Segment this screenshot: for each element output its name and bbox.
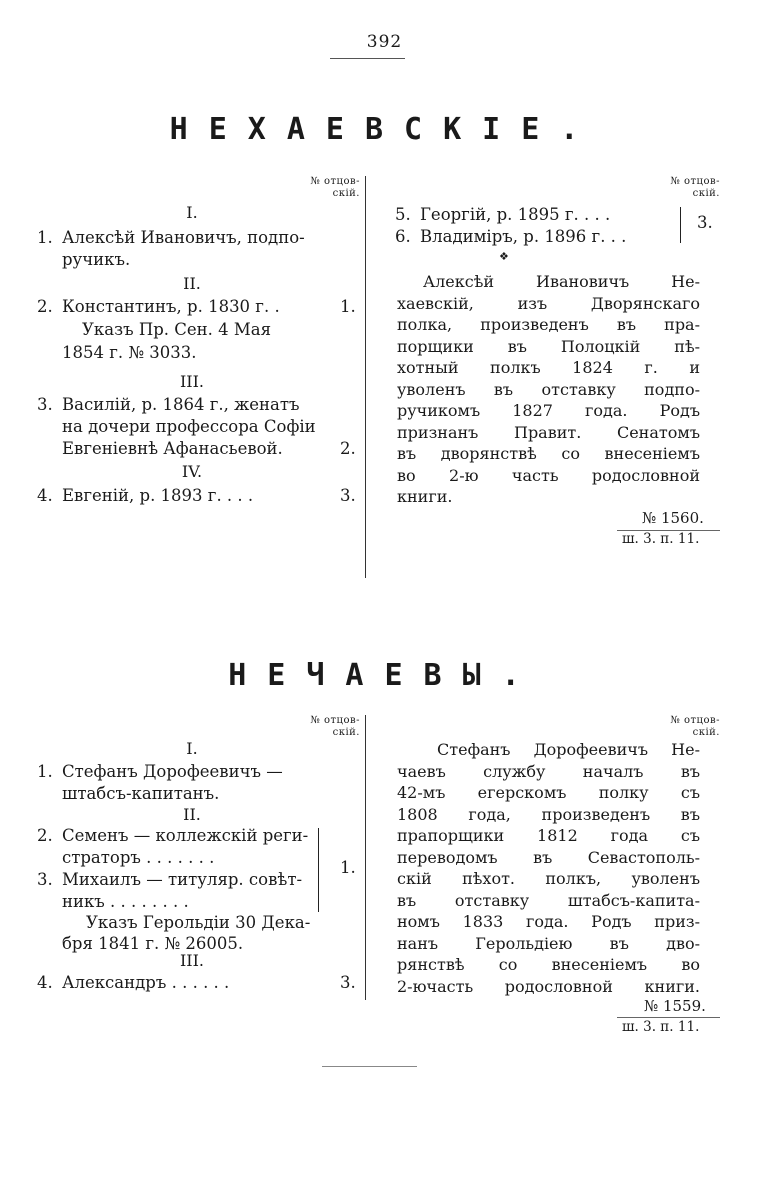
s2-entry-4-number: 4.: [37, 973, 53, 992]
s1-entry-6-line1: Владиміръ, р. 1896 г. . .: [420, 227, 627, 246]
s2-entry-3-line2: никъ . . . . . . . .: [62, 892, 189, 911]
section2-column-divider: [365, 715, 366, 1000]
bio-line: уволенъ въ отставку подпо-: [397, 379, 700, 399]
s2-record-rule: [617, 1017, 720, 1018]
s1-entry-3-line3: Евгеніевнѣ Афанасьевой.: [62, 439, 283, 458]
s1-entry-3-number: 3.: [37, 395, 53, 414]
s1-entry-2-father-no: 1.: [340, 297, 356, 316]
s1-generation-3: III.: [179, 372, 205, 391]
s1-entry-2-line1: Константинъ, р. 1830 г. .: [62, 297, 280, 316]
bio-line: 42-мъ егерскомъ полку съ: [397, 783, 700, 802]
s1-entry-5-number: 5.: [395, 205, 411, 224]
s1-entry-3-father-no: 2.: [340, 439, 356, 458]
section1-column-divider: [365, 176, 366, 578]
s2-entries-2-3-brace: [310, 828, 319, 912]
s1-entry-1-number: 1.: [37, 228, 53, 247]
s1-entry-4-line1: Евгеній, р. 1893 г. . . .: [62, 486, 254, 505]
col-header-line1: № отцов-: [670, 176, 720, 187]
s1-entry-3-line1: Василій, р. 1864 г., женатъ: [62, 395, 300, 414]
bio-line: переводомъ въ Севастополь-: [397, 847, 700, 867]
section2-left-col-header: [290, 715, 360, 739]
s2-entry-2-line1: Семенъ — коллежскій реги-: [62, 826, 309, 845]
s2-generation-2: II.: [183, 805, 201, 824]
s1-record-number: № 1560.: [642, 509, 704, 527]
s2-entry-2-number: 2.: [37, 826, 53, 845]
s1-entry-6-number: 6.: [395, 227, 411, 246]
s1-generation-2: II.: [183, 274, 201, 293]
s1-entry-4-number: 4.: [37, 486, 53, 505]
bio-line: порщики въ Полоцкій пѣ-: [397, 336, 700, 356]
s2-entries-2-3-father-no: 1.: [340, 858, 356, 877]
col-header-line2: скій.: [332, 727, 360, 738]
s2-entry-4-father-no: 3.: [340, 973, 356, 992]
bio-line: полка, произведенъ въ пра-: [397, 315, 700, 334]
col-header-line2: скій.: [692, 727, 720, 738]
section2-title: НЕЧАЕВЫ.: [228, 658, 541, 693]
col-header-line1: № отцов-: [310, 176, 360, 187]
s1-generation-4: IV.: [181, 462, 203, 481]
s1-entry-2-number: 2.: [37, 297, 53, 316]
bio-line: Стефанъ Дорофеевичъ Не-: [437, 740, 700, 759]
col-header-line2: скій.: [332, 188, 360, 199]
bio-line: въ дворянствѣ со внесеніемъ: [397, 444, 700, 463]
s2-decree-line2: бря 1841 г. № 26005.: [62, 934, 244, 953]
s1-generation-1: I.: [186, 203, 198, 222]
s1-entry-1-line2: ручикъ.: [62, 250, 131, 269]
s2-record-number: № 1559.: [644, 997, 706, 1015]
s1-biography: [397, 271, 700, 508]
s2-entry-1-number: 1.: [37, 762, 53, 781]
s2-entry-3-line1: Михаилъ — титуляр. совѣт-: [62, 870, 303, 889]
bio-line: въ отставку штабсъ-капита-: [397, 890, 700, 910]
s2-biography: [397, 739, 700, 997]
s2-entry-2-line2: страторъ . . . . . . .: [62, 848, 215, 867]
bio-line: признанъ Правит. Сенатомъ: [397, 422, 700, 442]
bio-line: 1808 года, произведенъ въ: [397, 804, 700, 824]
page-number-rule: [330, 58, 405, 59]
section2-right-col-header: [650, 715, 720, 739]
bio-line: ручикомъ 1827 года. Родъ: [397, 401, 700, 420]
ornament-icon: ❖: [499, 250, 509, 263]
s2-record-location: ш. 3. п. 11.: [622, 1019, 700, 1035]
section1-left-col-header: [290, 176, 360, 200]
s1-entry-2-line2: Указъ Пр. Сен. 4 Мая: [82, 320, 272, 339]
s1-entries-5-6-brace: [672, 207, 681, 243]
s1-record-location: ш. 3. п. 11.: [622, 531, 700, 547]
s2-generation-3: III.: [179, 951, 205, 970]
bio-line: прапорщики 1812 года съ: [397, 826, 700, 845]
bio-line: хотный полкъ 1824 г. и: [397, 358, 700, 377]
s1-entry-1-line1: Алексѣй Ивановичъ, подпо-: [62, 228, 305, 247]
col-header-line1: № отцов-: [670, 715, 720, 726]
col-header-line2: скій.: [692, 188, 720, 199]
bio-line: скій пѣхот. полкъ, уволенъ: [397, 869, 700, 888]
section1-right-col-header: [650, 176, 720, 200]
bio-line: хаевскій, изъ Дворянскаго: [397, 293, 700, 313]
s1-entry-5-line1: Георгій, р. 1895 г. . . .: [420, 205, 611, 224]
bio-line: во 2-ю часть родословной: [397, 465, 700, 485]
s1-entry-3-line2: на дочери профессора Софіи: [62, 417, 316, 436]
bio-line: 2-ючасть родословной книги.: [397, 976, 700, 996]
col-header-line1: № отцов-: [310, 715, 360, 726]
s2-generation-1: I.: [186, 739, 198, 758]
bio-line: номъ 1833 года. Родъ приз-: [397, 912, 700, 931]
end-rule: [322, 1066, 417, 1067]
bio-line: книги.: [397, 487, 453, 506]
s2-entry-1-line2: штабсъ-капитанъ.: [62, 784, 220, 803]
s1-entry-4-father-no: 3.: [340, 486, 356, 505]
page-number: 392: [366, 32, 403, 52]
s1-entries-5-6-father-no: 3.: [697, 213, 713, 232]
bio-line: рянствѣ со внесеніемъ во: [397, 955, 700, 974]
s1-entry-2-line3: 1854 г. № 3033.: [62, 343, 197, 362]
s2-decree-line1: Указъ Герольдіи 30 Дека-: [86, 913, 311, 932]
s2-entry-3-number: 3.: [37, 870, 53, 889]
section1-title: НЕХАЕВСКІЕ.: [169, 112, 600, 147]
s2-entry-1-line1: Стефанъ Дорофеевичъ —: [62, 762, 283, 781]
bio-line: Алексѣй Ивановичъ Не-: [423, 272, 700, 291]
bio-line: чаевъ службу началъ въ: [397, 761, 700, 781]
s2-entry-4-line1: Александръ . . . . . .: [62, 973, 230, 992]
bio-line: нанъ Герольдіею въ дво-: [397, 933, 700, 953]
